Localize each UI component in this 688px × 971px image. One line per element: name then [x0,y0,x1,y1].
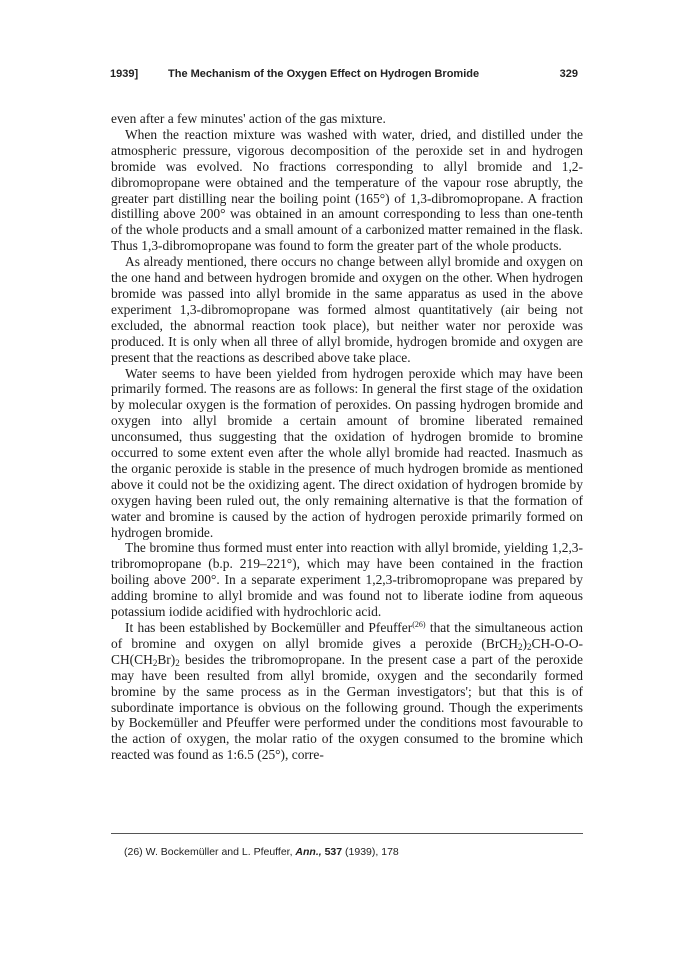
page-number: 329 [559,68,578,80]
footnote-authors: W. Bockemüller and L. Pfeuffer, [145,846,293,858]
text-run: ) [522,635,527,651]
header-title: The Mechanism of the Oxygen Effect on Hydrogen Bromide [168,68,480,80]
paragraph-bromine-reaction: The bromine thus formed must enter into reaction with allyl bromide, yielding 1,2,3-tribromopropane (b.p. 219–221°), which may have been contained in the fraction boiling above 200°. In a separate experiment 1,2,3-tribromopropane was prepared by adding bromine to allyl bromide and was found not to liberate iodine from aqueous potassium iodide acidified with hydrochloric acid. [111,540,583,620]
subscript: 2 [518,641,523,652]
footnote-number: (26) [124,846,143,858]
text-run: besides the tribromopropane. In the present case a part of the peroxide may have been resulted from allyl bromide, oxygen and the secondarily formed bromine by the same process as in the German investigators'; but that this is of subordinate importance is obvious on the following ground. Though the experiments by Bockemüller and Pfeuffer were performed under the conditions most favourable to the action of oxygen, the molar ratio of the oxygen consumed to the bromine which reacted was found as 1:6.5 (25°), corre- [111,651,583,763]
subscript: 2 [152,657,158,668]
header-year: 1939] [110,68,139,80]
body-text [111,111,583,763]
paragraph-continuation: even after a few minutes' action of the gas mixture. [111,111,386,126]
citation-reference: (26) [412,620,426,629]
paragraph-bockemuller [111,620,583,763]
text-run: Br) [157,651,176,667]
paragraph-water-origin: Water seems to have been yielded from hydrogen peroxide which may have been primarily formed. The reasons are as follows: In general the first stage of the oxidation by molecular oxygen is the formation of peroxides. On passing hydrogen bromide and oxygen into allyl bromide a certain amount of bromine liberated remained unconsumed, thus suggesting that the oxidation of hydrogen bromide to bromine occurred to some extent even after the whole allyl bromide had reacted. Inasmuch as the organic peroxide is stable in the presence of much hydrogen bromide as mentioned above it could not be the oxidizing agent. The direct oxidation of hydrogen bromide by oxygen having been ruled out, the only remaining alternative is that the formation of water and bromine is caused by the action of hydrogen peroxide primarily formed on hydrogen bromide. [111,365,583,540]
paragraph-no-change: As already mentioned, there occurs no change between allyl bromide and oxygen on the one hand and between hydrogen bromide and oxygen on the other. When hydrogen bromide was passed into allyl bromide in the same apparatus as used in the above experiment 1,3-dibromopropane was formed almost quantitatively (air being not excluded, the abnormal reaction took place), but neither water nor peroxide was produced. It is only when all three of allyl bromide, hydrogen bromide and oxygen are present that the reactions as described above take place. [111,254,583,365]
subscript: 2 [175,657,180,668]
footnote-divider [111,833,583,834]
footnote-volume: 537 [324,846,343,858]
footnote-year-pages: (1939), 178 [345,846,399,858]
subscript: 2 [527,641,532,652]
paragraph-distillation: When the reaction mixture was washed with water, dried, and distilled under the atmospheric pressure, vigorous decomposition of the peroxide set in and hydrogen bromide was evolved. No fractions corresponding to allyl bromide and 1,2-dibromopropane were obtained and the temperature of the vapour rose abruptly, the greater part distilling near the boiling point (165°) of 1,3-dibromopropane. A fraction distilling above 200° was obtained in an amount corresponding to less than one-tenth of the whole products and a small amount of a carbonized matter remained in the flask. Thus 1,3-dibromopropane was found to form the greater part of the whole products. [111,126,583,254]
text-run: CH-O-O-CH(CH [111,635,583,667]
running-header [110,68,590,84]
text-run: It has been established by Bockemüller and Pfeuffer [125,620,413,635]
footnote-journal: Ann., [295,846,322,858]
text-run: that the simultaneous action of bromine and oxygen on allyl bromide gives a peroxide (BrCH [111,620,583,651]
footnote [124,846,584,858]
